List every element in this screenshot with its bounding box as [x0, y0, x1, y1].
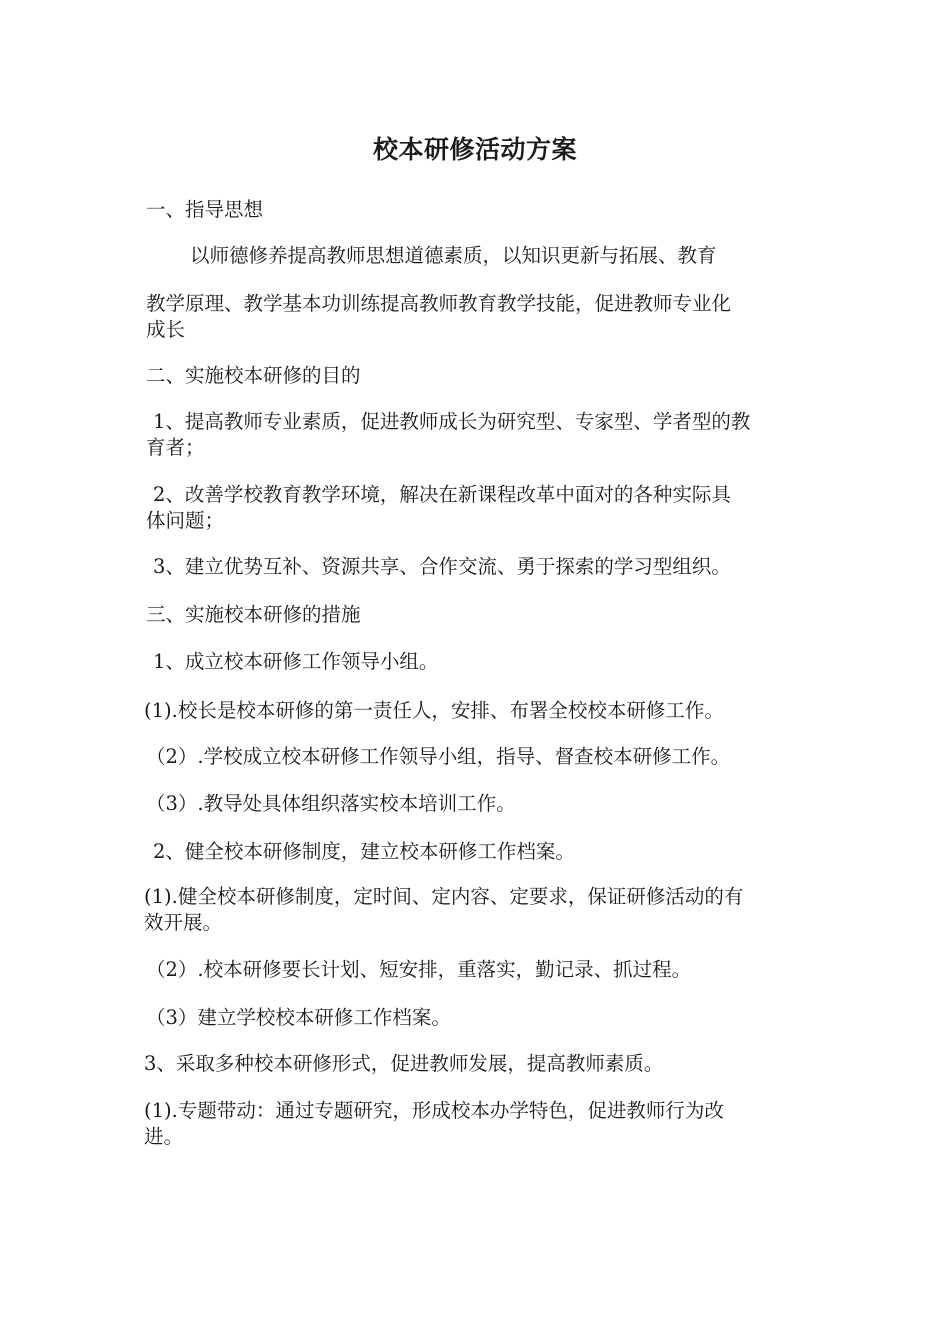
document-title: 校本研修活动方案	[372, 135, 577, 164]
sub-item-3-1-3	[146, 791, 811, 817]
paragraph-line: (1).专题带动：通过专题研究，形成校本办学特色，促进教师行为改	[144, 1099, 724, 1122]
paragraph-line: (1).校长是校本研修的第一责任人，安排、布署全校校本研修工作。	[144, 699, 724, 722]
paragraph-line: （2）.学校成立校本研修工作领导小组，指导、督查校本研修工作。	[146, 745, 731, 768]
paragraph-line: (1).健全校本研修制度，定时间、定内容、定要求，保证研修活动的有	[144, 885, 744, 908]
list-item-2-3	[153, 554, 818, 580]
section-heading-2	[146, 363, 811, 389]
list-item-2-2	[146, 482, 818, 534]
paragraph-line: 效开展。	[144, 911, 223, 934]
paragraph-line: 2、改善学校教育教学环境，解决在新课程改革中面对的各种实际具	[153, 483, 731, 506]
list-item-3-1	[153, 649, 818, 675]
paragraph-line: 三、实施校本研修的措施	[146, 603, 361, 626]
sub-item-3-1-2	[146, 744, 811, 770]
paragraph-line: 1、成立校本研修工作领导小组。	[153, 650, 439, 673]
paragraph-line: 二、实施校本研修的目的	[146, 364, 361, 387]
paragraph-line: 进。	[144, 1125, 184, 1148]
paragraph-line: （3）建立学校校本研修工作档案。	[146, 1006, 451, 1029]
paragraph-line: 一、指导思想	[146, 198, 264, 221]
paragraph-1-1	[190, 243, 855, 269]
paragraph-line: （2）.校本研修要长计划、短安排，重落实，勤记录、抓过程。	[146, 958, 692, 981]
paragraph-line: 育者；	[146, 436, 205, 459]
paragraph-line: 3、建立优势互补、资源共享、合作交流、勇于探索的学习型组织。	[153, 555, 731, 578]
paragraph-line: 2、健全校本研修制度，建立校本研修工作档案。	[153, 840, 575, 863]
sub-item-3-2-2	[146, 957, 811, 983]
sub-item-3-1-1	[144, 698, 809, 724]
paragraph-line: 教学原理、教学基本功训练提高教师教育教学技能，促进教师专业化	[146, 292, 732, 315]
list-item-3-3	[144, 1051, 809, 1077]
paragraph-line: 1、提高教师专业素质，促进教师成长为研究型、专家型、学者型的教	[153, 410, 751, 433]
paragraph-line: 3、采取多种校本研修形式，促进教师发展，提高教师素质。	[144, 1052, 664, 1075]
section-heading-3	[146, 602, 811, 628]
paragraph-line: 以师德修养提高教师思想道德素质，以知识更新与拓展、教育	[190, 244, 717, 267]
list-item-2-1	[146, 409, 818, 461]
sub-item-3-3-1	[144, 1098, 809, 1150]
paragraph-line: （3）.教导处具体组织落实校本培训工作。	[146, 792, 516, 815]
sub-item-3-2-3	[146, 1005, 811, 1031]
paragraph-line: 成长	[146, 318, 186, 341]
list-item-3-2	[153, 839, 818, 865]
paragraph-1-2	[146, 291, 811, 343]
section-heading-1	[146, 197, 811, 223]
sub-item-3-2-1	[144, 884, 809, 936]
paragraph-line: 体问题；	[146, 509, 225, 532]
